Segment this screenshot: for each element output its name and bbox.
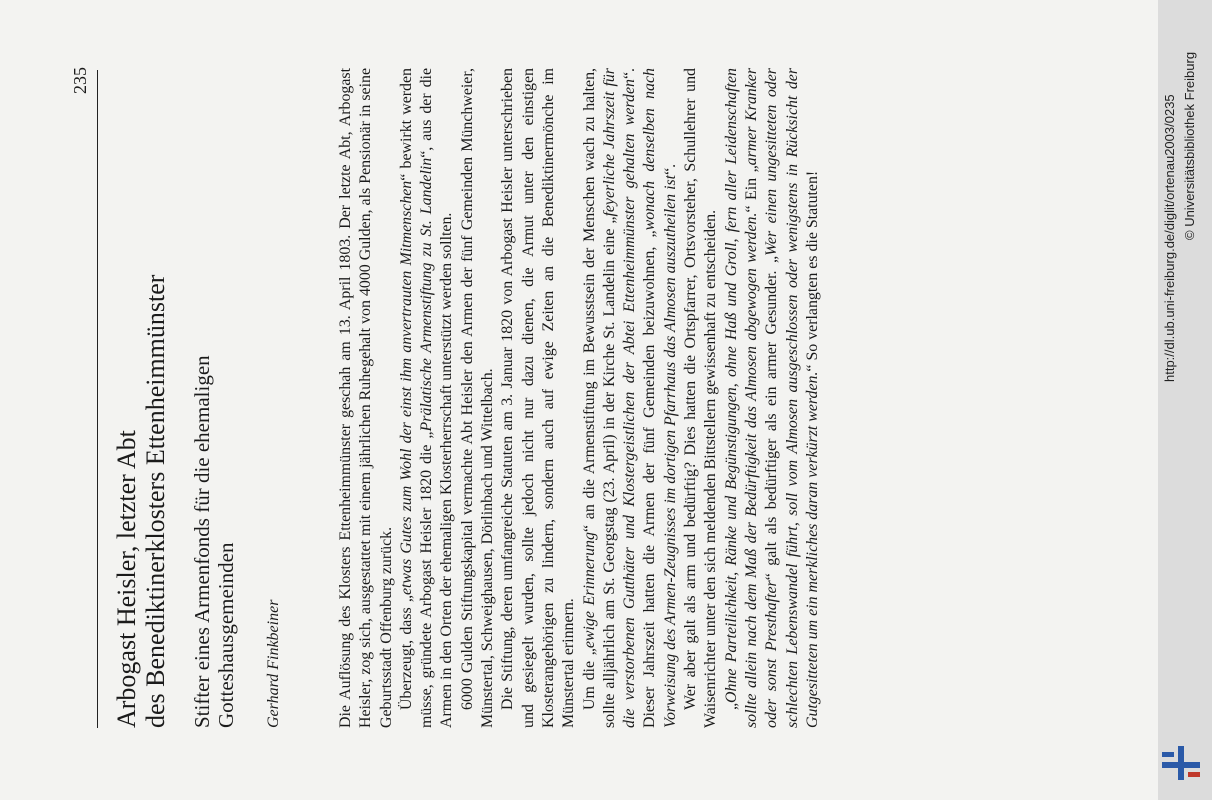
- quote-text: ewige Erinnerung: [580, 532, 598, 649]
- body-paragraph: [336, 68, 397, 728]
- text-run: Überzeugt, dass „: [397, 595, 415, 710]
- text-run: “.: [661, 163, 679, 175]
- text-run: “ an die Armenstiftung im Bewusstsein der Menschen wach zu halten, sollte alljährlich am St. Georgstag (23. April) in der Kirche St. Landelin eine „: [580, 67, 618, 728]
- text-run: “ Ein „: [742, 165, 760, 213]
- text-run: “ So verlangten es die Statuten!: [803, 170, 821, 372]
- quote-text: Wer einen ungesitteten oder schlechten Lebenswandel führt, soll vom Almosen ausgeschlossen oder wenigstens in Rücksicht der Gutgesitteten um ein merkliches daran verkürzt werden.: [763, 68, 821, 728]
- title-line-2: des Benediktinerklosters Ettenheimmünster: [141, 274, 170, 728]
- body-text: [336, 68, 823, 728]
- body-paragraph: [397, 68, 458, 728]
- quote-text: armer Kranker oder sonst Presthafter: [742, 67, 781, 728]
- text-run: “ bewirkt werden müsse, gründete Arbogast Heisler 1820 die „: [397, 67, 436, 728]
- quote-text: wonach denselben nach Vorweisung des Armen-Zeugnisses im dortigen Pfarrhaus das Almosen auszutheilen ist: [641, 68, 679, 728]
- title-line-1: Arbogast Heisler, letzter Abt: [112, 430, 141, 728]
- quote-text: Ohne Parteilichkeit, Ränke und Begünstigungen, ohne Haß und Groll, fern aller Leidenschaften sollte allein nach dem Maß der Bedürftigkeit das Almosen abgewogen werden.: [722, 68, 760, 728]
- author: Gerhard Finkbeiner: [265, 599, 282, 728]
- text-run: “ galt als bedürftiger als ein armer Gesunder. „: [763, 255, 781, 581]
- text-run: „: [722, 702, 740, 710]
- page-number: 235: [70, 67, 90, 94]
- text-run: Die Stiftung, deren umfangreiche Statuten am 3. Januar 1820 von Arbogast Heisler unterschrieben und gesiegelt wurden, sollte jedoch nicht nur dazu dienen, die Armut unter den einstigen Klosterangehörigen zu lindern, sondern auch auf ewige Zeiten an die Benediktinermönche im Münstertal erinnern.: [499, 68, 578, 728]
- quote-text: etwas Gutes zum Wohl der einst ihm anvertrauten Mitmenschen: [397, 180, 415, 596]
- source-url-link[interactable]: http://dl.ub.uni-freiburg.de/diglit/ortenau2003/0235: [1162, 94, 1177, 382]
- header-rule: [97, 70, 98, 728]
- quote-text: feyerliche Jahrszeit für die verstorbenen Gutthäter und Klostergeistlichen der Abtei Ettenheimmünster gehalten werden: [600, 68, 639, 728]
- text-run: Um die „: [580, 648, 598, 710]
- subtitle-line-1: Stifter eines Armenfonds für die ehemaligen: [190, 355, 214, 728]
- text-run: Wer aber galt als arm und bedürftig? Dies hatten die Ortspfarrer, Ortsvorsteher, Schullehrer und Waisenrichter unter den sich meldenden Bittstellern gewissenhaft zu entscheiden.: [682, 68, 720, 728]
- subtitle-line-2: Gotteshausgemeinden: [214, 542, 238, 728]
- copyright-notice: © Universitätsbibliothek Freiburg: [1182, 51, 1197, 240]
- text-run: 6000 Gulden Stiftungskapital vermachte Abt Heisler den Armen der fünf Gemeinden Münchweier, Münstertal, Schweighausen, Dörlinbach und Wittelbach.: [458, 68, 497, 728]
- body-paragraph: [458, 68, 499, 728]
- quote-text: Prälatische Armenstiftung zu St. Landelin: [418, 157, 436, 432]
- body-paragraph: [722, 68, 823, 728]
- body-paragraph: [681, 68, 722, 728]
- ub-freiburg-logo-icon: [1162, 744, 1200, 782]
- text-run: Die Auflösung des Klosters Ettenheimmünster geschah am 13. April 1803. Der letzte Abt, Arbogast Heisler, zog sich, ausgestattet mit einem jährlichen Ruhegehalt von 4000 Gulden, als Pensionär in seine Geburtsstadt Offenburg zurück.: [337, 68, 395, 728]
- text-run: “. Dieser Jahrszeit hatten die Armen der fünf Gemeinden beizuwohnen, „: [621, 68, 659, 728]
- text-run: “, aus der die Armen in den Orten der ehemaligen Klosterherrschaft unterstützt werden sollten.: [418, 68, 456, 728]
- article-title: [112, 48, 170, 728]
- article-subtitle: [190, 48, 238, 728]
- body-paragraph: [580, 68, 681, 728]
- body-paragraph: [498, 68, 579, 728]
